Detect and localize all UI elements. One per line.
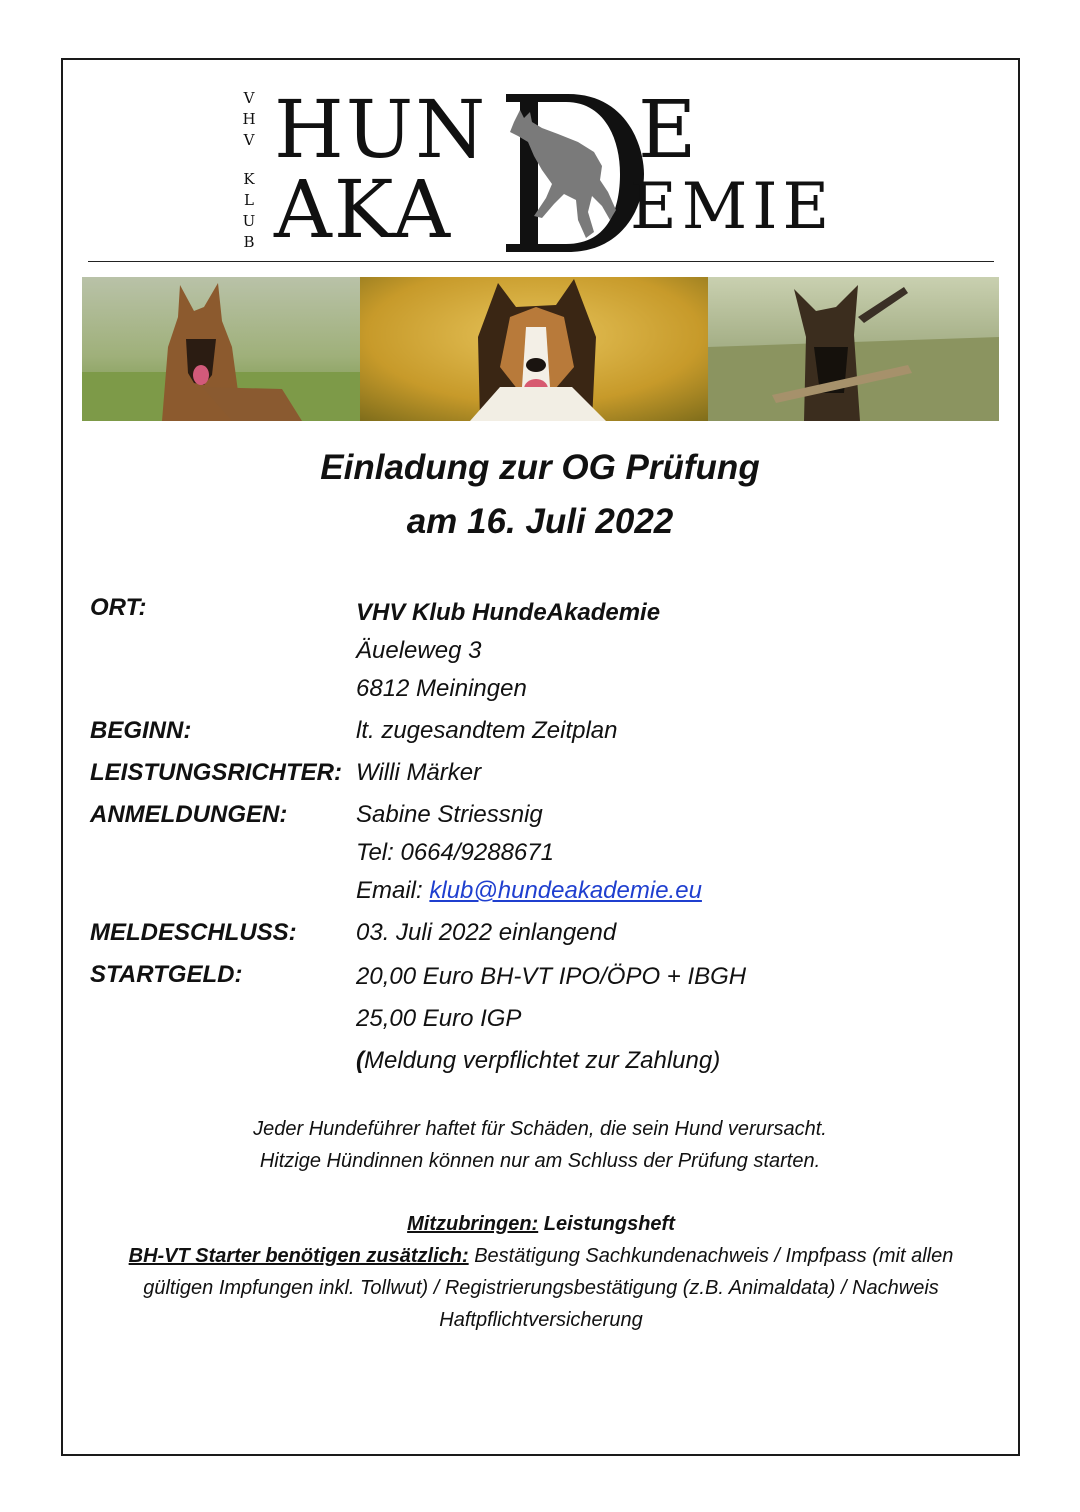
vhv-klub-vertical-letters: V H V K L U B xyxy=(242,89,256,251)
beginn-value: lt. zugesandtem Zeitplan xyxy=(356,717,618,744)
meldeschluss-value: 03. Juli 2022 einlangend xyxy=(356,919,617,946)
contact-name: Sabine Striessnig xyxy=(356,801,543,828)
richter-value: Willi Märker xyxy=(356,759,482,786)
email-link[interactable]: klub@hundeakademie.eu xyxy=(429,877,702,904)
venue-city: 6812 Meiningen xyxy=(356,675,527,702)
dog-sheltie-photo xyxy=(360,277,708,421)
event-details xyxy=(90,594,970,1082)
logo-aka: AKA xyxy=(274,163,453,256)
photo-strip xyxy=(82,277,999,421)
contact-email: Email: klub@hundeakademie.eu xyxy=(356,877,702,904)
logo-e: E xyxy=(638,83,699,176)
liability-notes xyxy=(0,1113,1080,1177)
label-richter: LEISTUNGSRICHTER: xyxy=(90,759,342,786)
detail-anmeldungen xyxy=(90,796,970,910)
label-ort: ORT: xyxy=(90,594,147,621)
venue-name: VHV Klub HundeAkademie xyxy=(356,599,661,626)
fee-line-1: 20,00 Euro BH-VT IPO/ÖPO + IBGH xyxy=(356,963,747,990)
contact-phone: Tel: 0664/9288671 xyxy=(356,839,554,866)
hundeakademie-logo xyxy=(228,83,848,258)
page-date: am 16. Juli 2022 xyxy=(406,502,674,541)
logo-emie: EMIE xyxy=(630,170,835,244)
bh-vt-requirements: BH-VT Starter benötigen zusätzlich: Bestätigung Sachkundenachweis / Impfpass (mit allen gültigen Impfungen inkl. Tollwut) / Registrierungsbestätigung (z.B. Animaldata) / Nachweis Haftpflichtversicherung xyxy=(128,1245,954,1331)
venue-street: Äueleweg 3 xyxy=(356,637,482,664)
detail-meldeschluss xyxy=(90,914,970,952)
detail-beginn xyxy=(90,712,970,750)
note-line-1: Jeder Hundeführer haftet für Schäden, die sein Hund verursacht. xyxy=(253,1118,827,1140)
header-divider xyxy=(88,261,994,262)
detail-ort xyxy=(90,594,970,708)
label-beginn: BEGINN: xyxy=(90,717,192,744)
note-line-2: Hitzige Hündinnen können nur am Schluss der Prüfung starten. xyxy=(259,1150,821,1172)
page-title: Einladung zur OG Prüfung xyxy=(320,448,760,487)
dog-malinois-photo xyxy=(82,277,360,421)
dog-puppy-stick-photo xyxy=(708,277,999,421)
logo-hun: HUN xyxy=(274,83,488,176)
label-startgeld: STARTGELD: xyxy=(90,961,243,988)
detail-richter xyxy=(90,754,970,792)
fee-line-3: (Meldung verpflichtet zur Zahlung) xyxy=(356,1047,721,1074)
logo-d-dog-icon xyxy=(498,88,648,254)
fee-line-2: 25,00 Euro IGP xyxy=(356,1005,522,1032)
label-anmeldungen: ANMELDUNGEN: xyxy=(90,801,288,828)
detail-startgeld xyxy=(90,956,970,1082)
bring-heading: Mitzubringen: Leistungsheft xyxy=(407,1213,675,1235)
bring-requirements xyxy=(96,1208,986,1336)
label-meldeschluss: MELDESCHLUSS: xyxy=(90,919,297,946)
